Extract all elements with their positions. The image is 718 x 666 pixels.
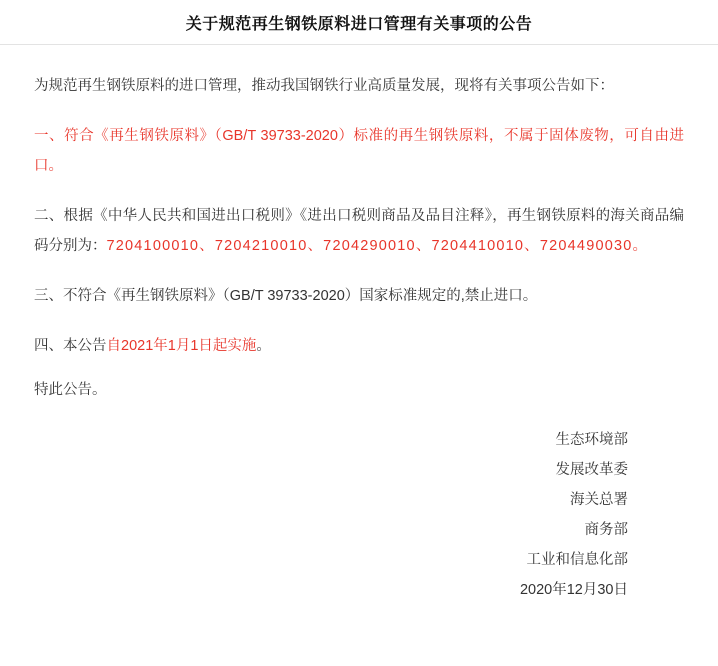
item-4-suffix: 。 xyxy=(256,338,271,354)
paragraph-closing: 特此公告。 xyxy=(34,382,107,398)
signature-block xyxy=(34,425,684,605)
document-header xyxy=(0,0,718,45)
paragraph-item-4 xyxy=(34,331,684,361)
signature-line: 发展改革委 xyxy=(555,462,628,478)
paragraph-item-2 xyxy=(34,201,684,261)
signature-date: 2020年12月30日 xyxy=(519,582,628,598)
page-title: 关于规范再生钢铁原料进口管理有关事项的公告 xyxy=(185,15,533,33)
item-4-prefix: 四、本公告 xyxy=(34,338,107,354)
item-1-prefix: 一、符合《 xyxy=(34,128,110,144)
signature-line: 海关总署 xyxy=(570,492,628,508)
item-2-text: 二、根据《中华人民共和国进出口税则》《进出口税则商品及品目注释》，再生钢铁原料的海关商品编码分别为： xyxy=(34,208,684,254)
paragraph-item-3: 三、不符合《再生钢铁原料》（GB/T 39733-2020）国家标准规定的,禁止进口。 xyxy=(34,288,538,304)
item-1-text: 标准的再生钢铁原料，不属于固体废物，可自由进口。 xyxy=(34,128,684,174)
signature-line: 工业和信息化部 xyxy=(526,552,628,568)
paragraph-item-1 xyxy=(34,121,684,181)
paragraph-intro: 为规范再生钢铁原料的进口管理，推动我国钢铁行业高质量发展，现将有关事项公告如下： xyxy=(34,78,614,94)
item-2-hs-codes: 7204100010、7204210010、7204290010、7204410010、7204490030。 xyxy=(106,238,649,254)
signature-line: 生态环境部 xyxy=(555,432,628,448)
item-1-standard: 再生钢铁原料》（GB/T 39733-2020） xyxy=(109,128,354,144)
signature-line: 商务部 xyxy=(584,522,628,538)
document-body xyxy=(0,45,718,605)
item-4-effective-date: 自2021年1月1日起实施 xyxy=(106,338,257,354)
